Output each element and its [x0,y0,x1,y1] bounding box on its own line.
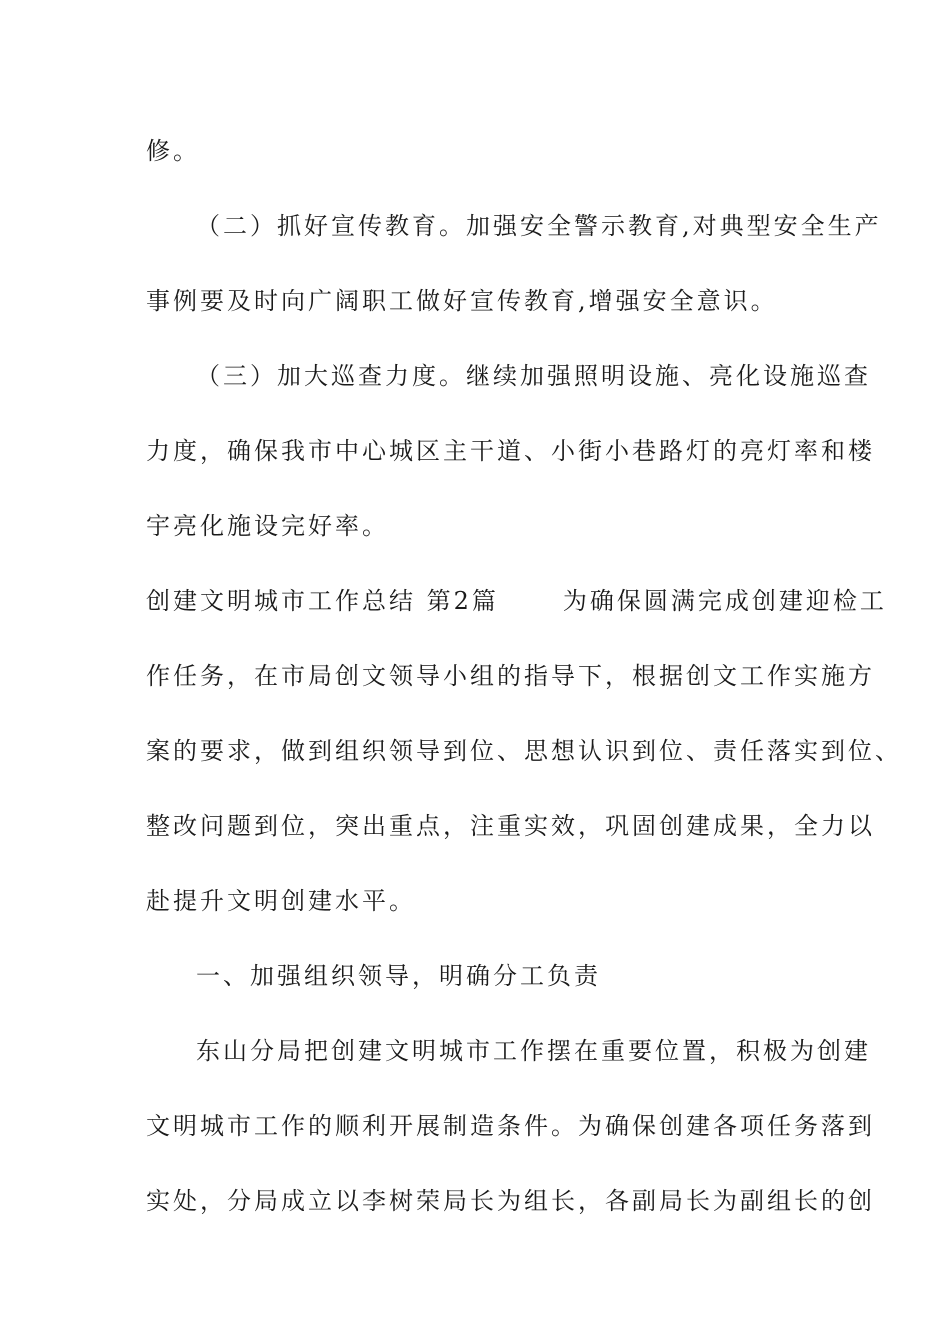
text-line: 东山分局把创建文明城市工作摆在重要位置，积极为创建 [196,1037,871,1065]
text-line: 案的要求，做到组织领导到位、思想认识到位、责任落实到位、 [146,737,902,765]
text-line: 事例要及时向广阔职工做好宣传教育,增强安全意识。 [146,287,778,315]
text-line: 实处，分局成立以李树荣局长为组长，各副局长为副组长的创 [146,1187,875,1215]
text-line: 整改问题到位，突出重点，注重实效，巩固创建成果，全力以 [146,812,875,840]
text-line: 力度，确保我市中心城区主干道、小街小巷路灯的亮灯率和楼 [146,437,875,465]
text-line: 赴提升文明创建水平。 [146,887,416,915]
subheading-line: 一、加强组织领导，明确分工负责 [196,962,601,990]
text-line: 作任务，在市局创文领导小组的指导下，根据创文工作实施方 [146,662,875,690]
section-heading-line [146,586,887,616]
text-line: 文明城市工作的顺利开展制造条件。为确保创建各项任务落到 [146,1112,875,1140]
text-segment: 为确保圆满完成创建迎检工 [562,587,887,615]
text-line: 宇亮化施设完好率。 [146,512,389,540]
text-line: （三）加大巡查力度。继续加强照明设施、亮化设施巡查 [196,362,871,390]
text-line: （二）抓好宣传教育。加强安全警示教育,对典型安全生产 [196,212,882,240]
text-line: 修。 [146,137,200,165]
section-title: 创建文明城市工作总结 第2篇 [146,587,499,615]
